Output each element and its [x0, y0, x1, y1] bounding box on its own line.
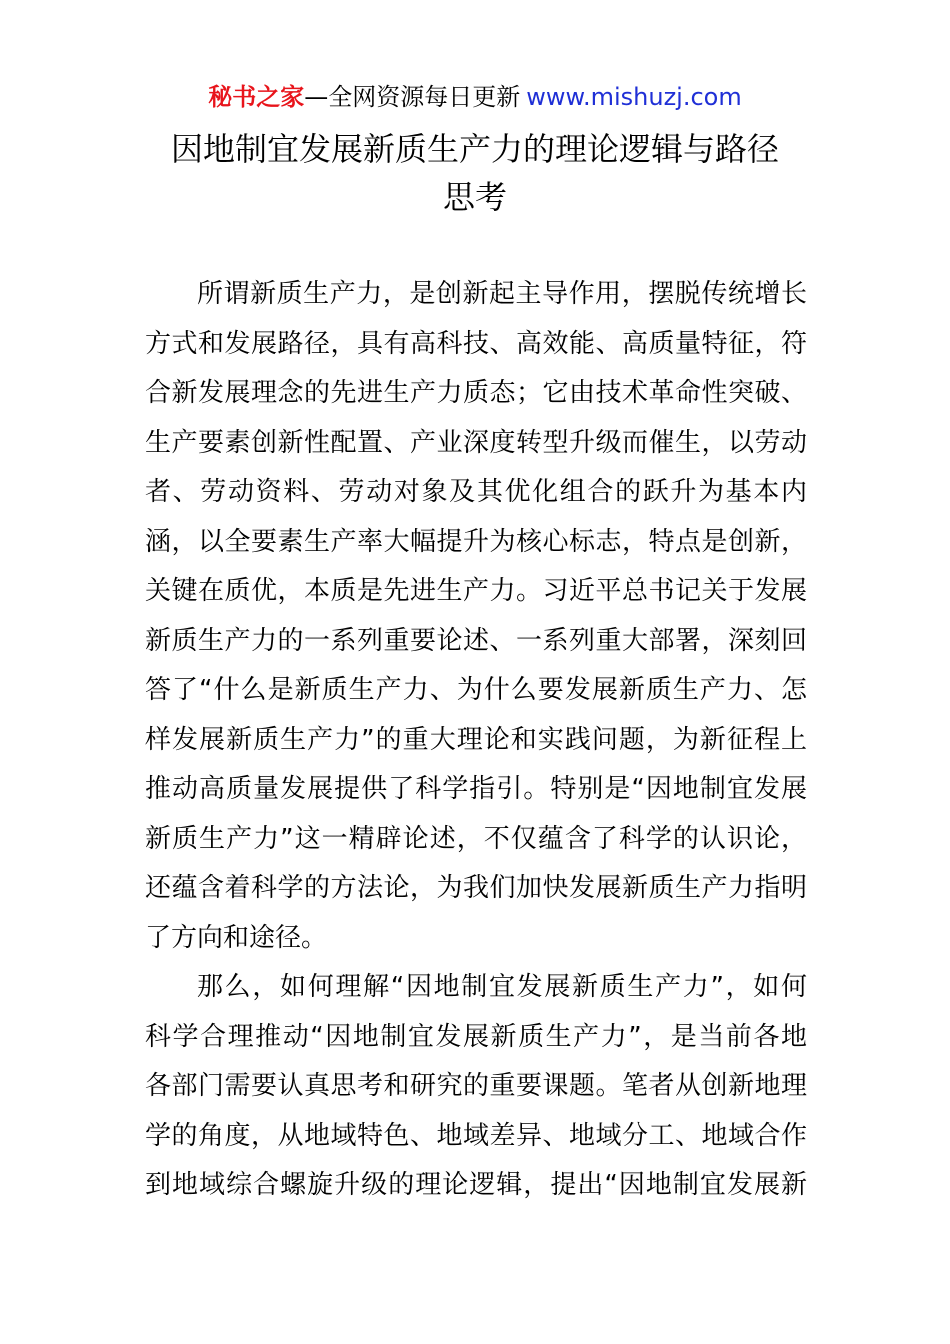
text-line: 关键在质优，本质是先进生产力。习近平总书记关于发展 [145, 576, 807, 606]
text-line: 样发展新质生产力”的重大理论和实践问题，为新征程上 [145, 724, 807, 755]
document-body [145, 270, 807, 1211]
text-line: 合新发展理念的先进生产力质态；它由技术革命性突破、 [145, 378, 807, 408]
header-tagline: —全网资源每日更新 [304, 83, 521, 111]
text-line: 科学合理推动“因地制宜发展新质生产力”，是当前各地 [145, 1021, 807, 1052]
text-line: 到地域综合螺旋升级的理论逻辑，提出“因地制宜发展新 [145, 1170, 807, 1200]
site-url-link[interactable]: www.mishuzj.com [526, 83, 742, 111]
text-line: 者、劳动资料、劳动对象及其优化组合的跃升为基本内 [145, 477, 807, 507]
title-line-2: 思考 [442, 178, 507, 216]
text-line: 新质生产力”这一精辟论述，不仅蕴含了科学的认识论， [145, 823, 807, 854]
paragraph-1 [145, 270, 807, 963]
document-title [145, 125, 805, 221]
paragraph-2 [145, 963, 807, 1211]
text-line: 学的角度，从地域特色、地域差异、地域分工、地域合作 [145, 1120, 807, 1151]
text-line: 新质生产力的一系列重要论述、一系列重大部署，深刻回 [145, 625, 807, 656]
text-line: 推动高质量发展提供了科学指引。特别是“因地制宜发展 [145, 774, 807, 804]
text-line: 方式和发展路径，具有高科技、高效能、高质量特征，符 [145, 328, 807, 359]
text-line: 了方向和途径。 [145, 922, 328, 953]
text-line: 答了“什么是新质生产力、为什么要发展新质生产力、怎 [145, 675, 807, 705]
site-header [0, 80, 950, 114]
text-line: 各部门需要认真思考和研究的重要课题。笔者从创新地理 [145, 1071, 807, 1101]
text-line: 还蕴含着科学的方法论，为我们加快发展新质生产力指明 [145, 873, 807, 903]
text-line: 生产要素创新性配置、产业深度转型升级而催生，以劳动 [145, 427, 807, 458]
brand-name: 秘书之家 [208, 83, 305, 111]
text-line: 那么，如何理解“因地制宜发展新质生产力”，如何 [197, 972, 807, 1002]
title-line-1: 因地制宜发展新质生产力的理论逻辑与路径 [170, 130, 779, 168]
text-line: 所谓新质生产力，是创新起主导作用，摆脱传统增长 [197, 279, 807, 309]
text-line: 涵，以全要素生产率大幅提升为核心标志，特点是创新， [145, 526, 807, 557]
